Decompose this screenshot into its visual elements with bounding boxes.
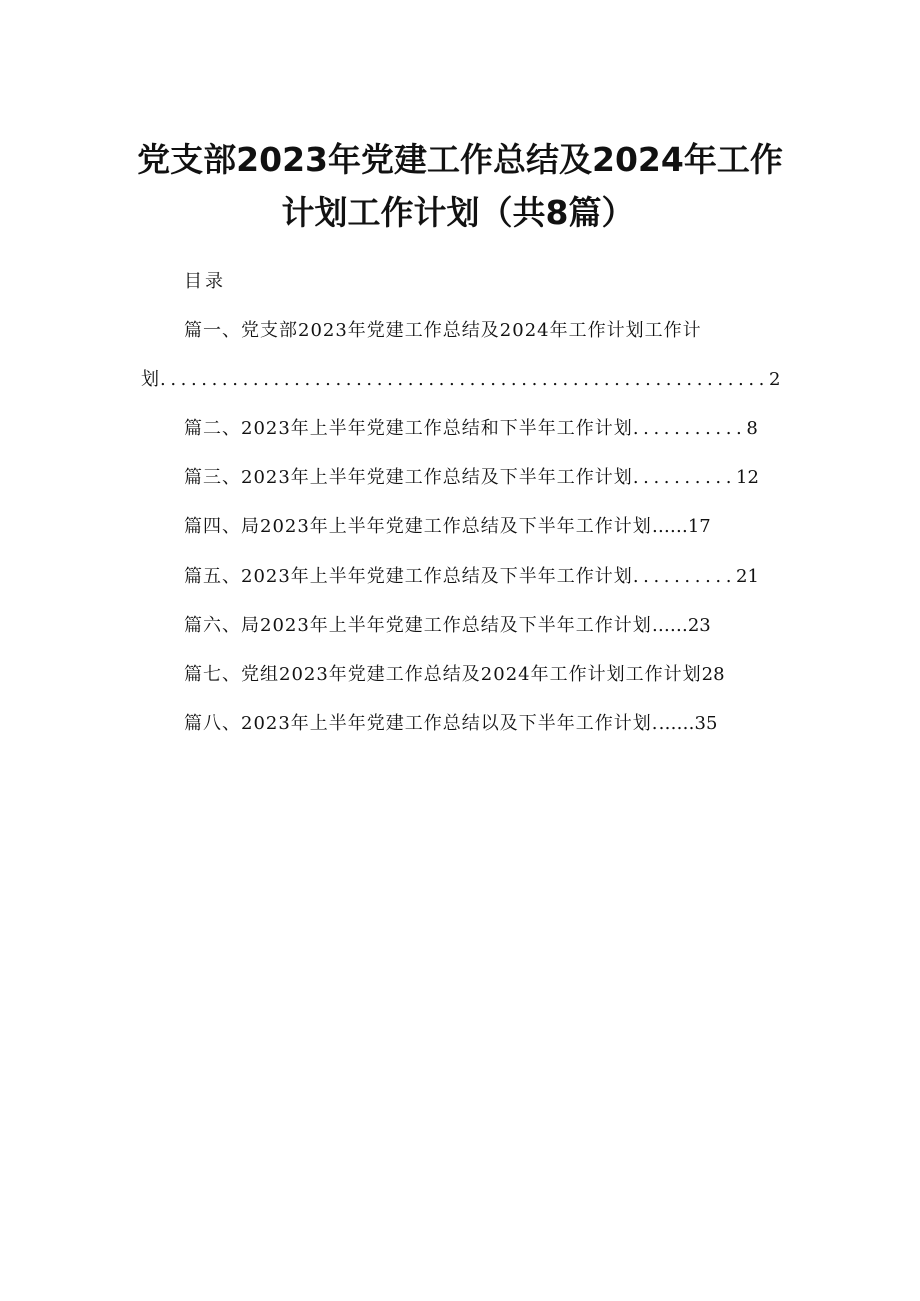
toc-entry-1-continuation[interactable] — [141, 370, 780, 390]
toc-dot-leader: .......... — [632, 566, 737, 587]
toc-entry-text: 篇一、党支部2023年党建工作总结及2024年工作计划工作计 — [184, 320, 702, 341]
toc-entry-text: 篇四、局2023年上半年党建工作总结及下半年工作计划 — [184, 516, 652, 537]
toc-heading: 目录 — [184, 271, 226, 292]
toc-entry-8[interactable] — [184, 714, 717, 734]
toc-entry-3[interactable] — [184, 468, 759, 488]
toc-dot-leader: …… — [651, 615, 688, 636]
toc-entry-text: 篇七、党组2023年党建工作总结及2024年工作计划工作计划 — [184, 664, 702, 685]
toc-dot-leader: ........... — [632, 418, 747, 439]
toc-entry-6[interactable] — [184, 616, 711, 636]
toc-dot-leader: .......... — [632, 467, 737, 488]
toc-entry-5[interactable] — [184, 567, 759, 587]
toc-entry-7[interactable] — [184, 665, 725, 685]
toc-page-number: 8 — [746, 418, 758, 439]
toc-entry-text: 篇八、2023年上半年党建工作总结以及下半年工作计划. — [184, 713, 659, 734]
toc-dot-leader: …… — [658, 713, 695, 734]
toc-entry-1[interactable] — [184, 321, 702, 341]
toc-entry-text: 篇二、2023年上半年党建工作总结和下半年工作计划 — [184, 418, 633, 439]
toc-entry-text: 划 — [141, 369, 160, 390]
toc-entry-4[interactable] — [184, 517, 711, 537]
toc-page-number: 21 — [736, 566, 759, 587]
toc-page-number: 35 — [694, 713, 718, 734]
toc-entry-text: 篇六、局2023年上半年党建工作总结及下半年工作计划 — [184, 615, 652, 636]
toc-page-number: 17 — [687, 516, 711, 537]
toc-entry-text: 篇五、2023年上半年党建工作总结及下半年工作计划 — [184, 566, 633, 587]
toc-page-number: 12 — [736, 467, 759, 488]
toc-dot-leader: ........................................................... — [160, 369, 769, 390]
toc-entry-text: 篇三、2023年上半年党建工作总结及下半年工作计划 — [184, 467, 633, 488]
toc-dot-leader: …… — [651, 516, 688, 537]
toc-page-number: 2 — [768, 369, 781, 390]
document-title-line-1: 党支部2023年党建工作总结及2024年工作 — [137, 140, 783, 179]
toc-page-number: 28 — [701, 664, 725, 685]
toc-entry-2[interactable] — [184, 419, 758, 439]
document-title-line-2: 计划工作计划（共8篇） — [281, 193, 635, 232]
toc-page-number: 23 — [687, 615, 711, 636]
